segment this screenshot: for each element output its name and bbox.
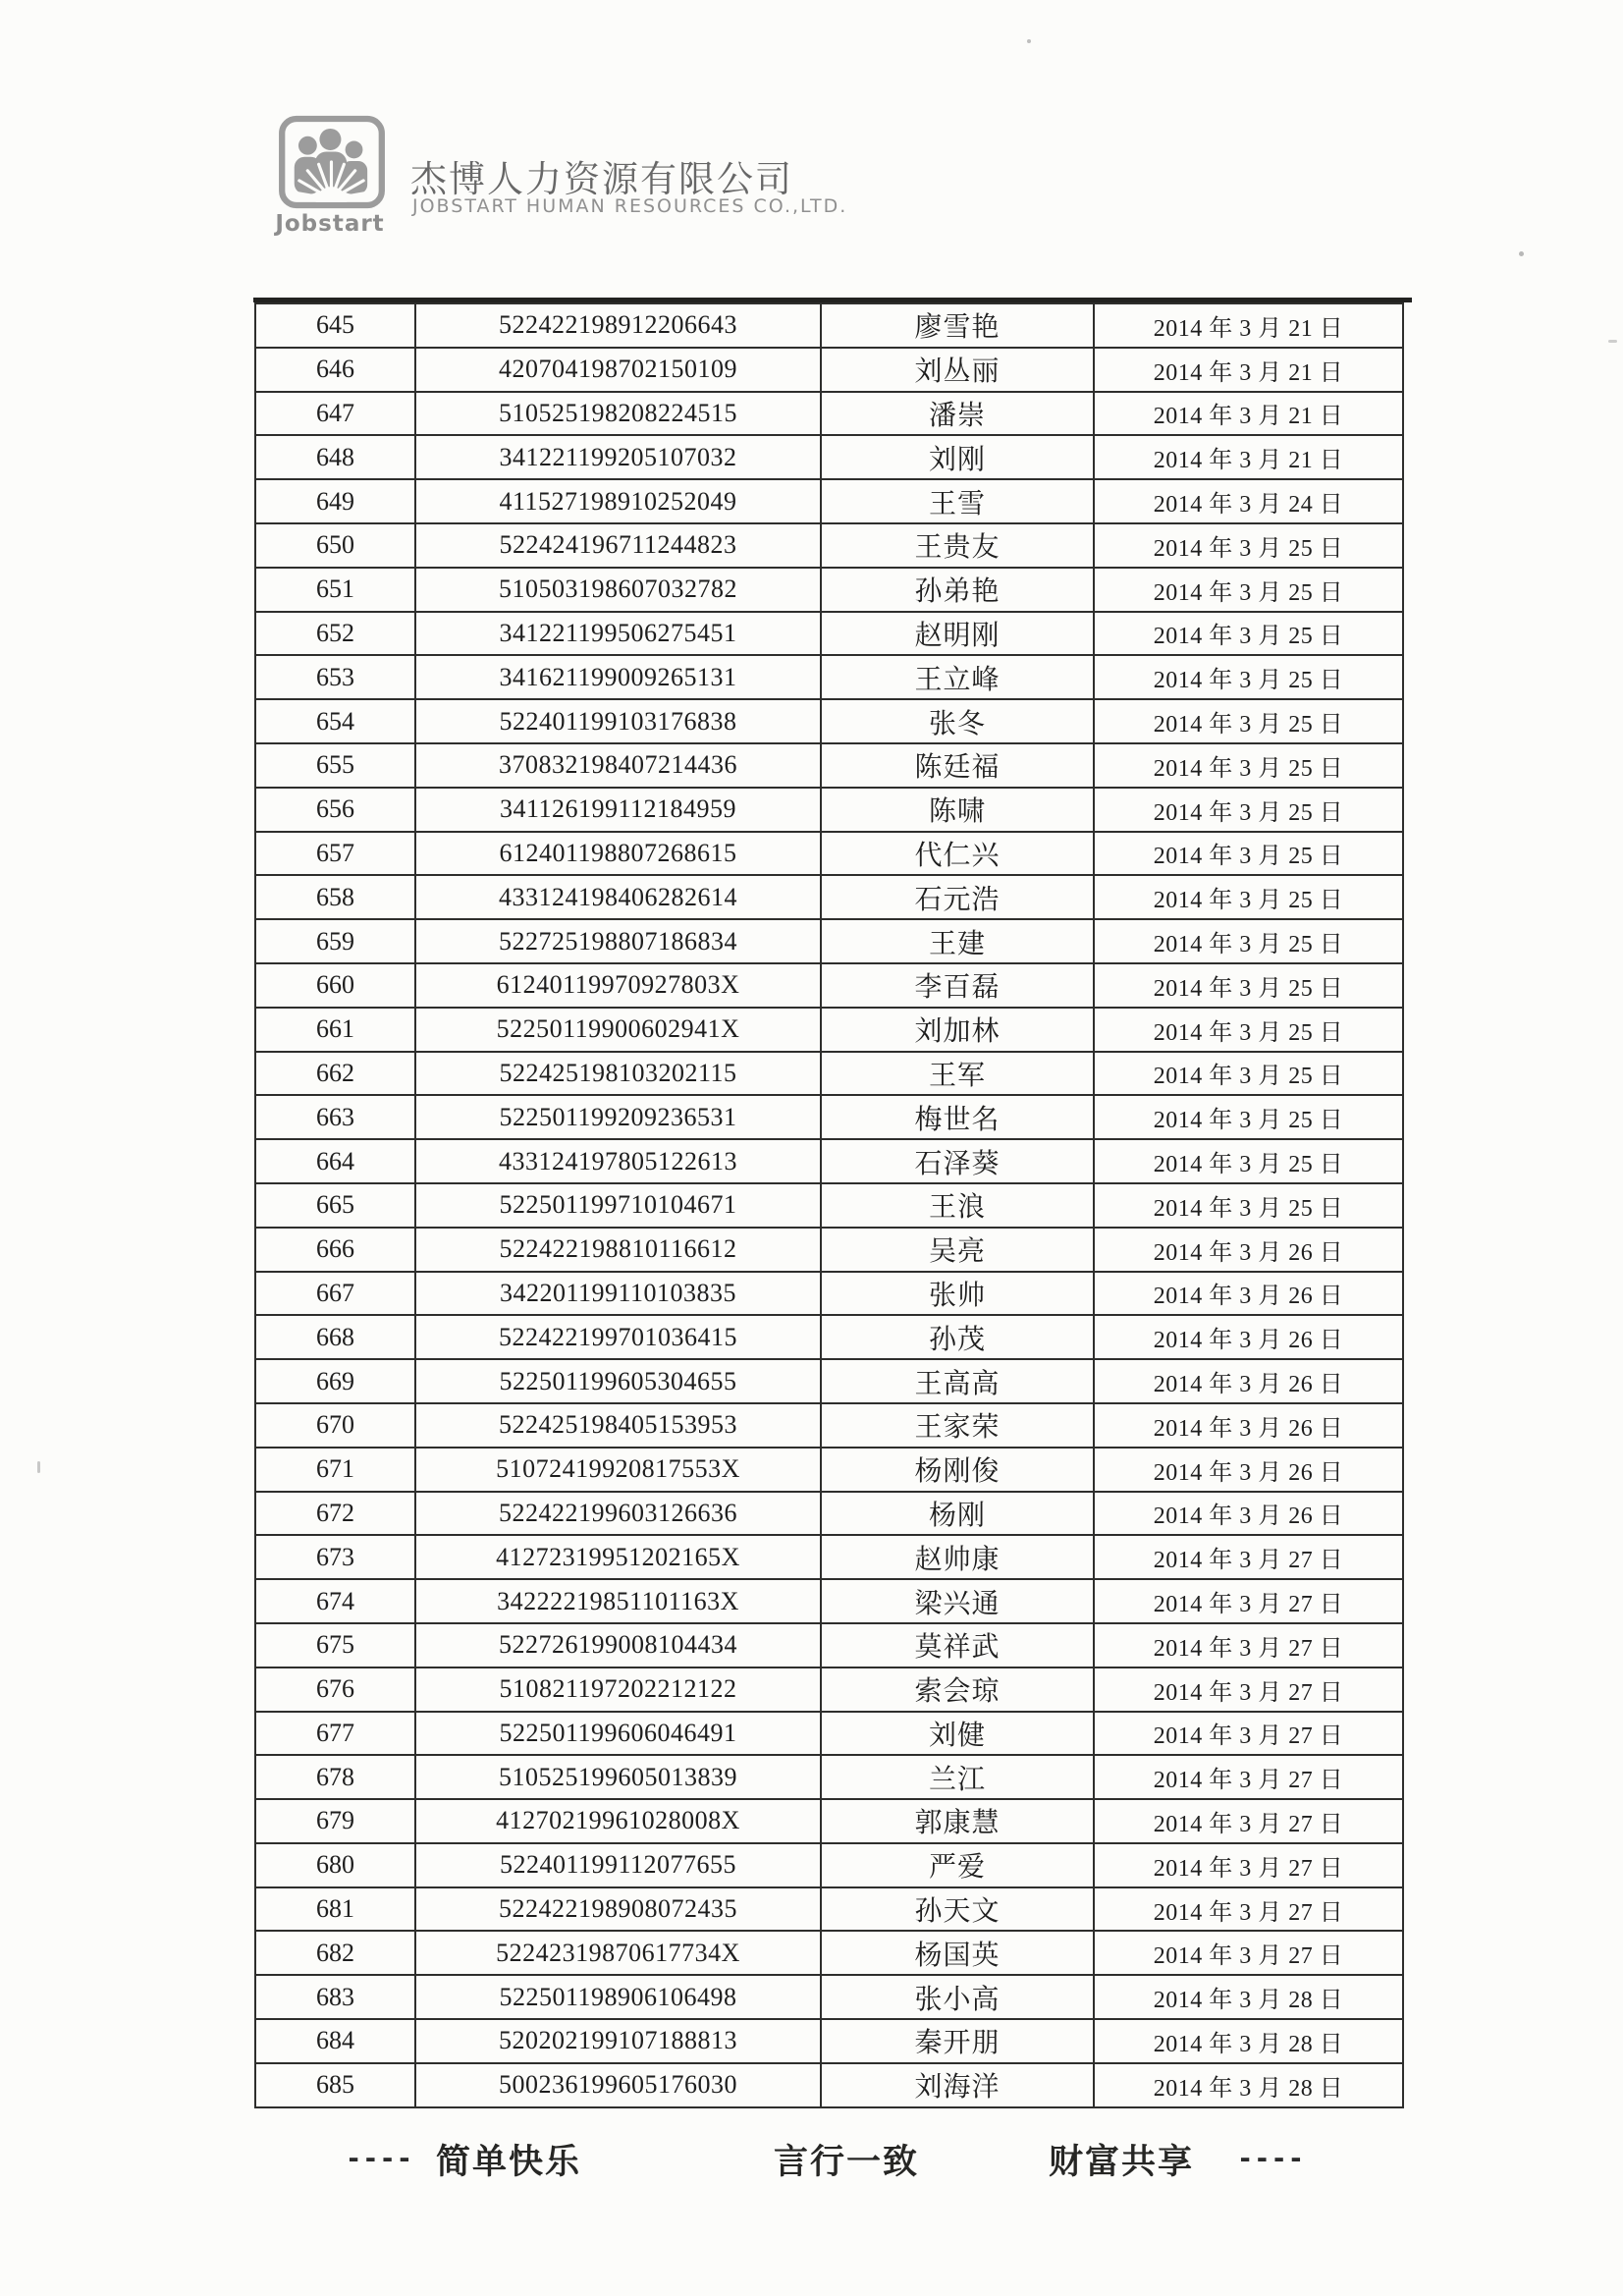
cell-date: 2014 年 3 月 28 日 [1094, 1975, 1403, 2019]
cell-no: 676 [255, 1667, 415, 1712]
cell-id: 522725198807186834 [415, 919, 821, 963]
cell-name: 刘海洋 [821, 2063, 1094, 2107]
table-row [255, 2019, 1403, 2063]
logo-wordmark: Jobstart [275, 211, 385, 237]
cell-name: 刘加林 [821, 1008, 1094, 1052]
cell-date: 2014 年 3 月 25 日 [1094, 963, 1403, 1008]
cell-date: 2014 年 3 月 25 日 [1094, 612, 1403, 656]
cell-name: 代仁兴 [821, 832, 1094, 876]
cell-date: 2014 年 3 月 21 日 [1094, 303, 1403, 348]
cell-id: 52242319870617734X [415, 1931, 821, 1975]
cell-id: 510821197202212122 [415, 1667, 821, 1712]
cell-name: 杨刚 [821, 1492, 1094, 1536]
table-row [255, 1579, 1403, 1623]
cell-id: 51072419920817553X [415, 1448, 821, 1492]
table-row [255, 435, 1403, 479]
cell-name: 梁兴通 [821, 1579, 1094, 1623]
table-row [255, 303, 1403, 348]
cell-date: 2014 年 3 月 25 日 [1094, 699, 1403, 743]
table-row [255, 1272, 1403, 1316]
cell-name: 石元浩 [821, 875, 1094, 919]
cell-id: 411527198910252049 [415, 479, 821, 523]
table-row [255, 1403, 1403, 1448]
cell-no: 667 [255, 1272, 415, 1316]
cell-date: 2014 年 3 月 27 日 [1094, 1755, 1403, 1799]
table-row [255, 963, 1403, 1008]
cell-date: 2014 年 3 月 27 日 [1094, 1931, 1403, 1975]
cell-id: 522425198103202115 [415, 1052, 821, 1096]
cell-no: 651 [255, 568, 415, 612]
table-row [255, 523, 1403, 568]
table-row [255, 1052, 1403, 1096]
cell-id: 34222219851101163X [415, 1579, 821, 1623]
table-row [255, 1095, 1403, 1139]
cell-no: 658 [255, 875, 415, 919]
cell-no: 671 [255, 1448, 415, 1492]
table-row [255, 1228, 1403, 1272]
table-row [255, 1755, 1403, 1799]
cell-no: 668 [255, 1315, 415, 1359]
cell-id: 522401199112077655 [415, 1843, 821, 1887]
cell-id: 522422198810116612 [415, 1228, 821, 1272]
table-row [255, 1448, 1403, 1492]
cell-no: 684 [255, 2019, 415, 2063]
footer-slogan-3: 财富共享 [1049, 2143, 1195, 2182]
cell-id: 341221199506275451 [415, 612, 821, 656]
table-row [255, 392, 1403, 436]
table-row [255, 2063, 1403, 2107]
table-row [255, 1799, 1403, 1843]
cell-id: 522501198906106498 [415, 1975, 821, 2019]
cell-no: 653 [255, 655, 415, 699]
table-row [255, 655, 1403, 699]
cell-name: 王雪 [821, 479, 1094, 523]
cell-name: 秦开朋 [821, 2019, 1094, 2063]
scan-artifact [1027, 39, 1031, 43]
cell-id: 522422198908072435 [415, 1887, 821, 1932]
footer-dash-left: ---- [346, 2144, 414, 2174]
cell-date: 2014 年 3 月 25 日 [1094, 1008, 1403, 1052]
cell-date: 2014 年 3 月 27 日 [1094, 1535, 1403, 1579]
cell-date: 2014 年 3 月 25 日 [1094, 875, 1403, 919]
cell-name: 郭康慧 [821, 1799, 1094, 1843]
cell-no: 663 [255, 1095, 415, 1139]
cell-no: 662 [255, 1052, 415, 1096]
cell-id: 342201199110103835 [415, 1272, 821, 1316]
cell-date: 2014 年 3 月 26 日 [1094, 1315, 1403, 1359]
cell-id: 522424196711244823 [415, 523, 821, 568]
table-row [255, 1975, 1403, 2019]
cell-name: 王军 [821, 1052, 1094, 1096]
cell-no: 672 [255, 1492, 415, 1536]
footer-dash-right: ---- [1237, 2144, 1306, 2174]
cell-date: 2014 年 3 月 27 日 [1094, 1579, 1403, 1623]
cell-date: 2014 年 3 月 27 日 [1094, 1887, 1403, 1932]
scan-artifact [1608, 340, 1617, 343]
cell-date: 2014 年 3 月 27 日 [1094, 1843, 1403, 1887]
cell-name: 廖雪艳 [821, 303, 1094, 348]
cell-no: 675 [255, 1623, 415, 1667]
cell-name: 张冬 [821, 699, 1094, 743]
cell-no: 673 [255, 1535, 415, 1579]
cell-date: 2014 年 3 月 27 日 [1094, 1623, 1403, 1667]
scan-artifact [37, 1461, 40, 1473]
cell-no: 670 [255, 1403, 415, 1448]
table-row [255, 875, 1403, 919]
footer-slogan-2: 言行一致 [774, 2143, 920, 2182]
cell-date: 2014 年 3 月 24 日 [1094, 479, 1403, 523]
cell-no: 660 [255, 963, 415, 1008]
cell-name: 索会琼 [821, 1667, 1094, 1712]
cell-name: 杨刚俊 [821, 1448, 1094, 1492]
cell-name: 赵帅康 [821, 1535, 1094, 1579]
cell-id: 522425198405153953 [415, 1403, 821, 1448]
cell-name: 王高高 [821, 1359, 1094, 1403]
cell-name: 刘刚 [821, 435, 1094, 479]
table-row [255, 1712, 1403, 1756]
table-row [255, 1183, 1403, 1228]
cell-no: 674 [255, 1579, 415, 1623]
cell-name: 杨国英 [821, 1931, 1094, 1975]
cell-name: 莫祥武 [821, 1623, 1094, 1667]
cell-date: 2014 年 3 月 26 日 [1094, 1359, 1403, 1403]
cell-name: 石泽葵 [821, 1139, 1094, 1183]
cell-no: 652 [255, 612, 415, 656]
cell-name: 张小高 [821, 1975, 1094, 2019]
cell-date: 2014 年 3 月 25 日 [1094, 832, 1403, 876]
cell-no: 648 [255, 435, 415, 479]
company-name-zh: 杰博人力资源有限公司 [410, 158, 793, 200]
cell-date: 2014 年 3 月 25 日 [1094, 655, 1403, 699]
table-row [255, 1315, 1403, 1359]
cell-id: 522401199103176838 [415, 699, 821, 743]
cell-name: 陈廷福 [821, 743, 1094, 788]
cell-name: 孙天文 [821, 1887, 1094, 1932]
cell-date: 2014 年 3 月 25 日 [1094, 788, 1403, 832]
cell-id: 510525198208224515 [415, 392, 821, 436]
cell-date: 2014 年 3 月 28 日 [1094, 2063, 1403, 2107]
table-row [255, 1008, 1403, 1052]
cell-id: 522501199606046491 [415, 1712, 821, 1756]
cell-id: 522422199701036415 [415, 1315, 821, 1359]
cell-id: 522501199710104671 [415, 1183, 821, 1228]
table-row [255, 1623, 1403, 1667]
cell-date: 2014 年 3 月 25 日 [1094, 523, 1403, 568]
cell-no: 646 [255, 348, 415, 392]
cell-name: 陈啸 [821, 788, 1094, 832]
cell-name: 严爱 [821, 1843, 1094, 1887]
cell-date: 2014 年 3 月 25 日 [1094, 743, 1403, 788]
cell-id: 41272319951202165X [415, 1535, 821, 1579]
table-row [255, 743, 1403, 788]
footer-slogan-1: 简单快乐 [436, 2143, 582, 2182]
cell-id: 612401198807268615 [415, 832, 821, 876]
cell-date: 2014 年 3 月 21 日 [1094, 348, 1403, 392]
table-row [255, 479, 1403, 523]
cell-id: 370832198407214436 [415, 743, 821, 788]
roster-table-body [255, 303, 1403, 2107]
cell-no: 682 [255, 1931, 415, 1975]
cell-date: 2014 年 3 月 25 日 [1094, 919, 1403, 963]
cell-id: 500236199605176030 [415, 2063, 821, 2107]
cell-no: 666 [255, 1228, 415, 1272]
cell-name: 孙茂 [821, 1315, 1094, 1359]
cell-no: 680 [255, 1843, 415, 1887]
cell-no: 654 [255, 699, 415, 743]
cell-no: 650 [255, 523, 415, 568]
cell-no: 661 [255, 1008, 415, 1052]
cell-date: 2014 年 3 月 25 日 [1094, 1139, 1403, 1183]
cell-no: 685 [255, 2063, 415, 2107]
cell-name: 兰江 [821, 1755, 1094, 1799]
table-row [255, 1843, 1403, 1887]
cell-id: 433124197805122613 [415, 1139, 821, 1183]
cell-no: 665 [255, 1183, 415, 1228]
cell-name: 孙弟艳 [821, 568, 1094, 612]
cell-name: 刘健 [821, 1712, 1094, 1756]
cell-id: 522422199603126636 [415, 1492, 821, 1536]
cell-date: 2014 年 3 月 26 日 [1094, 1272, 1403, 1316]
logo-people-sunburst-icon [278, 114, 386, 210]
cell-date: 2014 年 3 月 26 日 [1094, 1403, 1403, 1448]
cell-name: 王浪 [821, 1183, 1094, 1228]
cell-name: 刘丛丽 [821, 348, 1094, 392]
table-row [255, 568, 1403, 612]
cell-id: 341621199009265131 [415, 655, 821, 699]
cell-id: 522422198912206643 [415, 303, 821, 348]
cell-date: 2014 年 3 月 25 日 [1094, 1052, 1403, 1096]
cell-name: 李百磊 [821, 963, 1094, 1008]
cell-no: 678 [255, 1755, 415, 1799]
cell-no: 645 [255, 303, 415, 348]
cell-name: 张帅 [821, 1272, 1094, 1316]
scan-artifact [1519, 251, 1524, 256]
cell-name: 王家荣 [821, 1403, 1094, 1448]
cell-id: 41270219961028008X [415, 1799, 821, 1843]
table-row [255, 1139, 1403, 1183]
cell-id: 433124198406282614 [415, 875, 821, 919]
table-row [255, 348, 1403, 392]
cell-id: 61240119970927803X [415, 963, 821, 1008]
table-row [255, 1535, 1403, 1579]
table-row [255, 1931, 1403, 1975]
cell-no: 647 [255, 392, 415, 436]
cell-no: 656 [255, 788, 415, 832]
table-row [255, 919, 1403, 963]
cell-id: 52250119900602941X [415, 1008, 821, 1052]
cell-no: 655 [255, 743, 415, 788]
table-row [255, 1667, 1403, 1712]
cell-no: 649 [255, 479, 415, 523]
cell-id: 522501199605304655 [415, 1359, 821, 1403]
table-row [255, 1887, 1403, 1932]
cell-name: 王立峰 [821, 655, 1094, 699]
cell-name: 吴亮 [821, 1228, 1094, 1272]
table-row [255, 832, 1403, 876]
cell-date: 2014 年 3 月 27 日 [1094, 1799, 1403, 1843]
cell-date: 2014 年 3 月 21 日 [1094, 392, 1403, 436]
cell-no: 659 [255, 919, 415, 963]
cell-id: 341126199112184959 [415, 788, 821, 832]
table-row [255, 612, 1403, 656]
cell-date: 2014 年 3 月 27 日 [1094, 1667, 1403, 1712]
cell-date: 2014 年 3 月 27 日 [1094, 1712, 1403, 1756]
table-row [255, 1359, 1403, 1403]
cell-date: 2014 年 3 月 26 日 [1094, 1492, 1403, 1536]
cell-name: 王建 [821, 919, 1094, 963]
roster-table [254, 302, 1404, 2108]
cell-date: 2014 年 3 月 25 日 [1094, 568, 1403, 612]
cell-id: 341221199205107032 [415, 435, 821, 479]
cell-name: 赵明刚 [821, 612, 1094, 656]
cell-id: 522501199209236531 [415, 1095, 821, 1139]
table-row [255, 699, 1403, 743]
table-row [255, 1492, 1403, 1536]
cell-no: 677 [255, 1712, 415, 1756]
cell-id: 522726199008104434 [415, 1623, 821, 1667]
cell-no: 683 [255, 1975, 415, 2019]
cell-no: 681 [255, 1887, 415, 1932]
cell-id: 420704198702150109 [415, 348, 821, 392]
table-row [255, 788, 1403, 832]
cell-id: 510503198607032782 [415, 568, 821, 612]
cell-date: 2014 年 3 月 25 日 [1094, 1183, 1403, 1228]
cell-id: 520202199107188813 [415, 2019, 821, 2063]
cell-name: 潘崇 [821, 392, 1094, 436]
cell-date: 2014 年 3 月 21 日 [1094, 435, 1403, 479]
cell-date: 2014 年 3 月 25 日 [1094, 1095, 1403, 1139]
cell-name: 梅世名 [821, 1095, 1094, 1139]
cell-date: 2014 年 3 月 28 日 [1094, 2019, 1403, 2063]
cell-id: 510525199605013839 [415, 1755, 821, 1799]
cell-no: 657 [255, 832, 415, 876]
cell-no: 664 [255, 1139, 415, 1183]
cell-name: 王贵友 [821, 523, 1094, 568]
cell-no: 669 [255, 1359, 415, 1403]
cell-date: 2014 年 3 月 26 日 [1094, 1228, 1403, 1272]
cell-no: 679 [255, 1799, 415, 1843]
company-name-en: JOBSTART HUMAN RESOURCES CO.,LTD. [412, 195, 848, 217]
cell-date: 2014 年 3 月 26 日 [1094, 1448, 1403, 1492]
